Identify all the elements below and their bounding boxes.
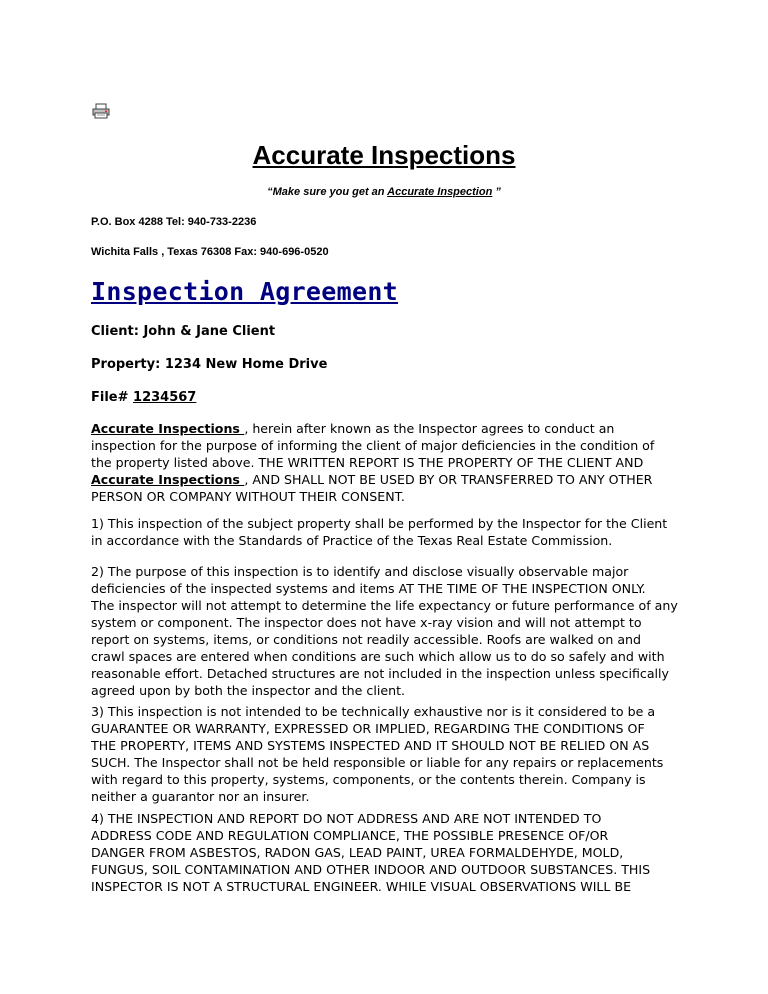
clause-line: in accordance with the Standards of Practice of the Texas Real Estate Commission. <box>91 533 613 548</box>
clause-line: GUARANTEE OR WARRANTY, EXPRESSED OR IMPLIED, REGARDING THE CONDITIONS OF <box>91 721 645 736</box>
clause-line: THE PROPERTY, ITEMS AND SYSTEMS INSPECTED AND IT SHOULD NOT BE RELIED ON AS <box>91 738 650 753</box>
clause-line: SUCH. The Inspector shall not be held responsible or liable for any repairs or replacements <box>91 755 664 770</box>
intro-line-4 <box>91 471 681 488</box>
intro-line-5: PERSON OR COMPANY WITHOUT THEIR CONSENT. <box>91 489 405 504</box>
intro-paragraph <box>91 420 681 505</box>
clause-2 <box>91 563 681 699</box>
clause-line: system or component. The inspector does not have x-ray vision and will not attempt to <box>91 615 642 630</box>
file-label: File# <box>91 390 134 405</box>
clause-line: 4) THE INSPECTION AND REPORT DO NOT ADDRESS AND ARE NOT INTENDED TO <box>91 811 602 826</box>
clause-line: deficiencies of the inspected systems and items AT THE TIME OF THE INSPECTION ONLY. <box>91 581 646 596</box>
clause-line: 3) This inspection is not intended to be technically exhaustive nor is it considered to be a <box>91 704 656 719</box>
clause-line: INSPECTOR IS NOT A STRUCTURAL ENGINEER. WHILE VISUAL OBSERVATIONS WILL BE <box>91 879 632 894</box>
clause-line: The inspector will not attempt to determine the life expectancy or future performance of any <box>91 598 678 613</box>
tagline-suffix: ” <box>492 186 501 198</box>
clause-line: FUNGUS, SOIL CONTAMINATION AND OTHER INDOOR AND OUTDOOR SUBSTANCES. THIS <box>91 862 651 877</box>
clause-line: report on systems, items, or conditions not readily accessible. Roofs are walked on and <box>91 632 642 647</box>
property-line: Property: 1234 New Home Drive <box>91 357 328 372</box>
printer-icon[interactable] <box>92 103 110 119</box>
clause-line: 1) This inspection of the subject property shall be performed by the Inspector for the Client <box>91 516 668 531</box>
company-link[interactable]: Accurate Inspections <box>91 421 245 436</box>
intro-text: , herein after known as the Inspector agrees to conduct an <box>244 421 615 436</box>
client-line: Client: John & Jane Client <box>91 324 276 339</box>
tagline-prefix: “Make sure you get an <box>267 186 388 198</box>
clause-4 <box>91 810 681 895</box>
address-line-1: P.O. Box 4288 Tel: 940-733-2236 <box>91 216 257 228</box>
tagline-link[interactable]: Accurate Inspection <box>387 186 493 198</box>
clause-line: with regard to this property, systems, components, or the contents therein. Company is <box>91 772 646 787</box>
clause-1 <box>91 515 681 549</box>
intro-line-3: the property listed above. THE WRITTEN REPORT IS THE PROPERTY OF THE CLIENT AND <box>91 455 644 470</box>
clause-line: DANGER FROM ASBESTOS, RADON GAS, LEAD PAINT, UREA FORMALDEHYDE, MOLD, <box>91 845 624 860</box>
file-line <box>91 390 196 405</box>
clause-line: reasonable effort. Detached structures are not included in the inspection unless specifically <box>91 666 669 681</box>
intro-text: , AND SHALL NOT BE USED BY OR TRANSFERRED TO ANY OTHER <box>244 472 653 487</box>
clause-line: neither a guarantor nor an insurer. <box>91 789 310 804</box>
address-line-2: Wichita Falls , Texas 76308 Fax: 940-696-0520 <box>91 246 329 258</box>
intro-line-1 <box>91 420 681 437</box>
file-number-link[interactable]: 1234567 <box>133 390 197 405</box>
clause-line: ADDRESS CODE AND REGULATION COMPLIANCE, THE POSSIBLE PRESENCE OF/OR <box>91 828 609 843</box>
clause-3 <box>91 703 681 805</box>
company-name: Accurate Inspections <box>252 140 516 170</box>
clause-line: agreed upon by both the inspector and the client. <box>91 683 406 698</box>
intro-line-2: inspection for the purpose of informing the client of major deficiencies in the condition of <box>91 438 655 453</box>
clause-line: crawl spaces are entered when conditions are such which allow us to do so safely and with <box>91 649 665 664</box>
company-link[interactable]: Accurate Inspections <box>91 472 245 487</box>
clause-line: 2) The purpose of this inspection is to identify and disclose visually observable major <box>91 564 629 579</box>
tagline <box>0 186 768 198</box>
document-title: Inspection Agreement <box>91 277 399 306</box>
